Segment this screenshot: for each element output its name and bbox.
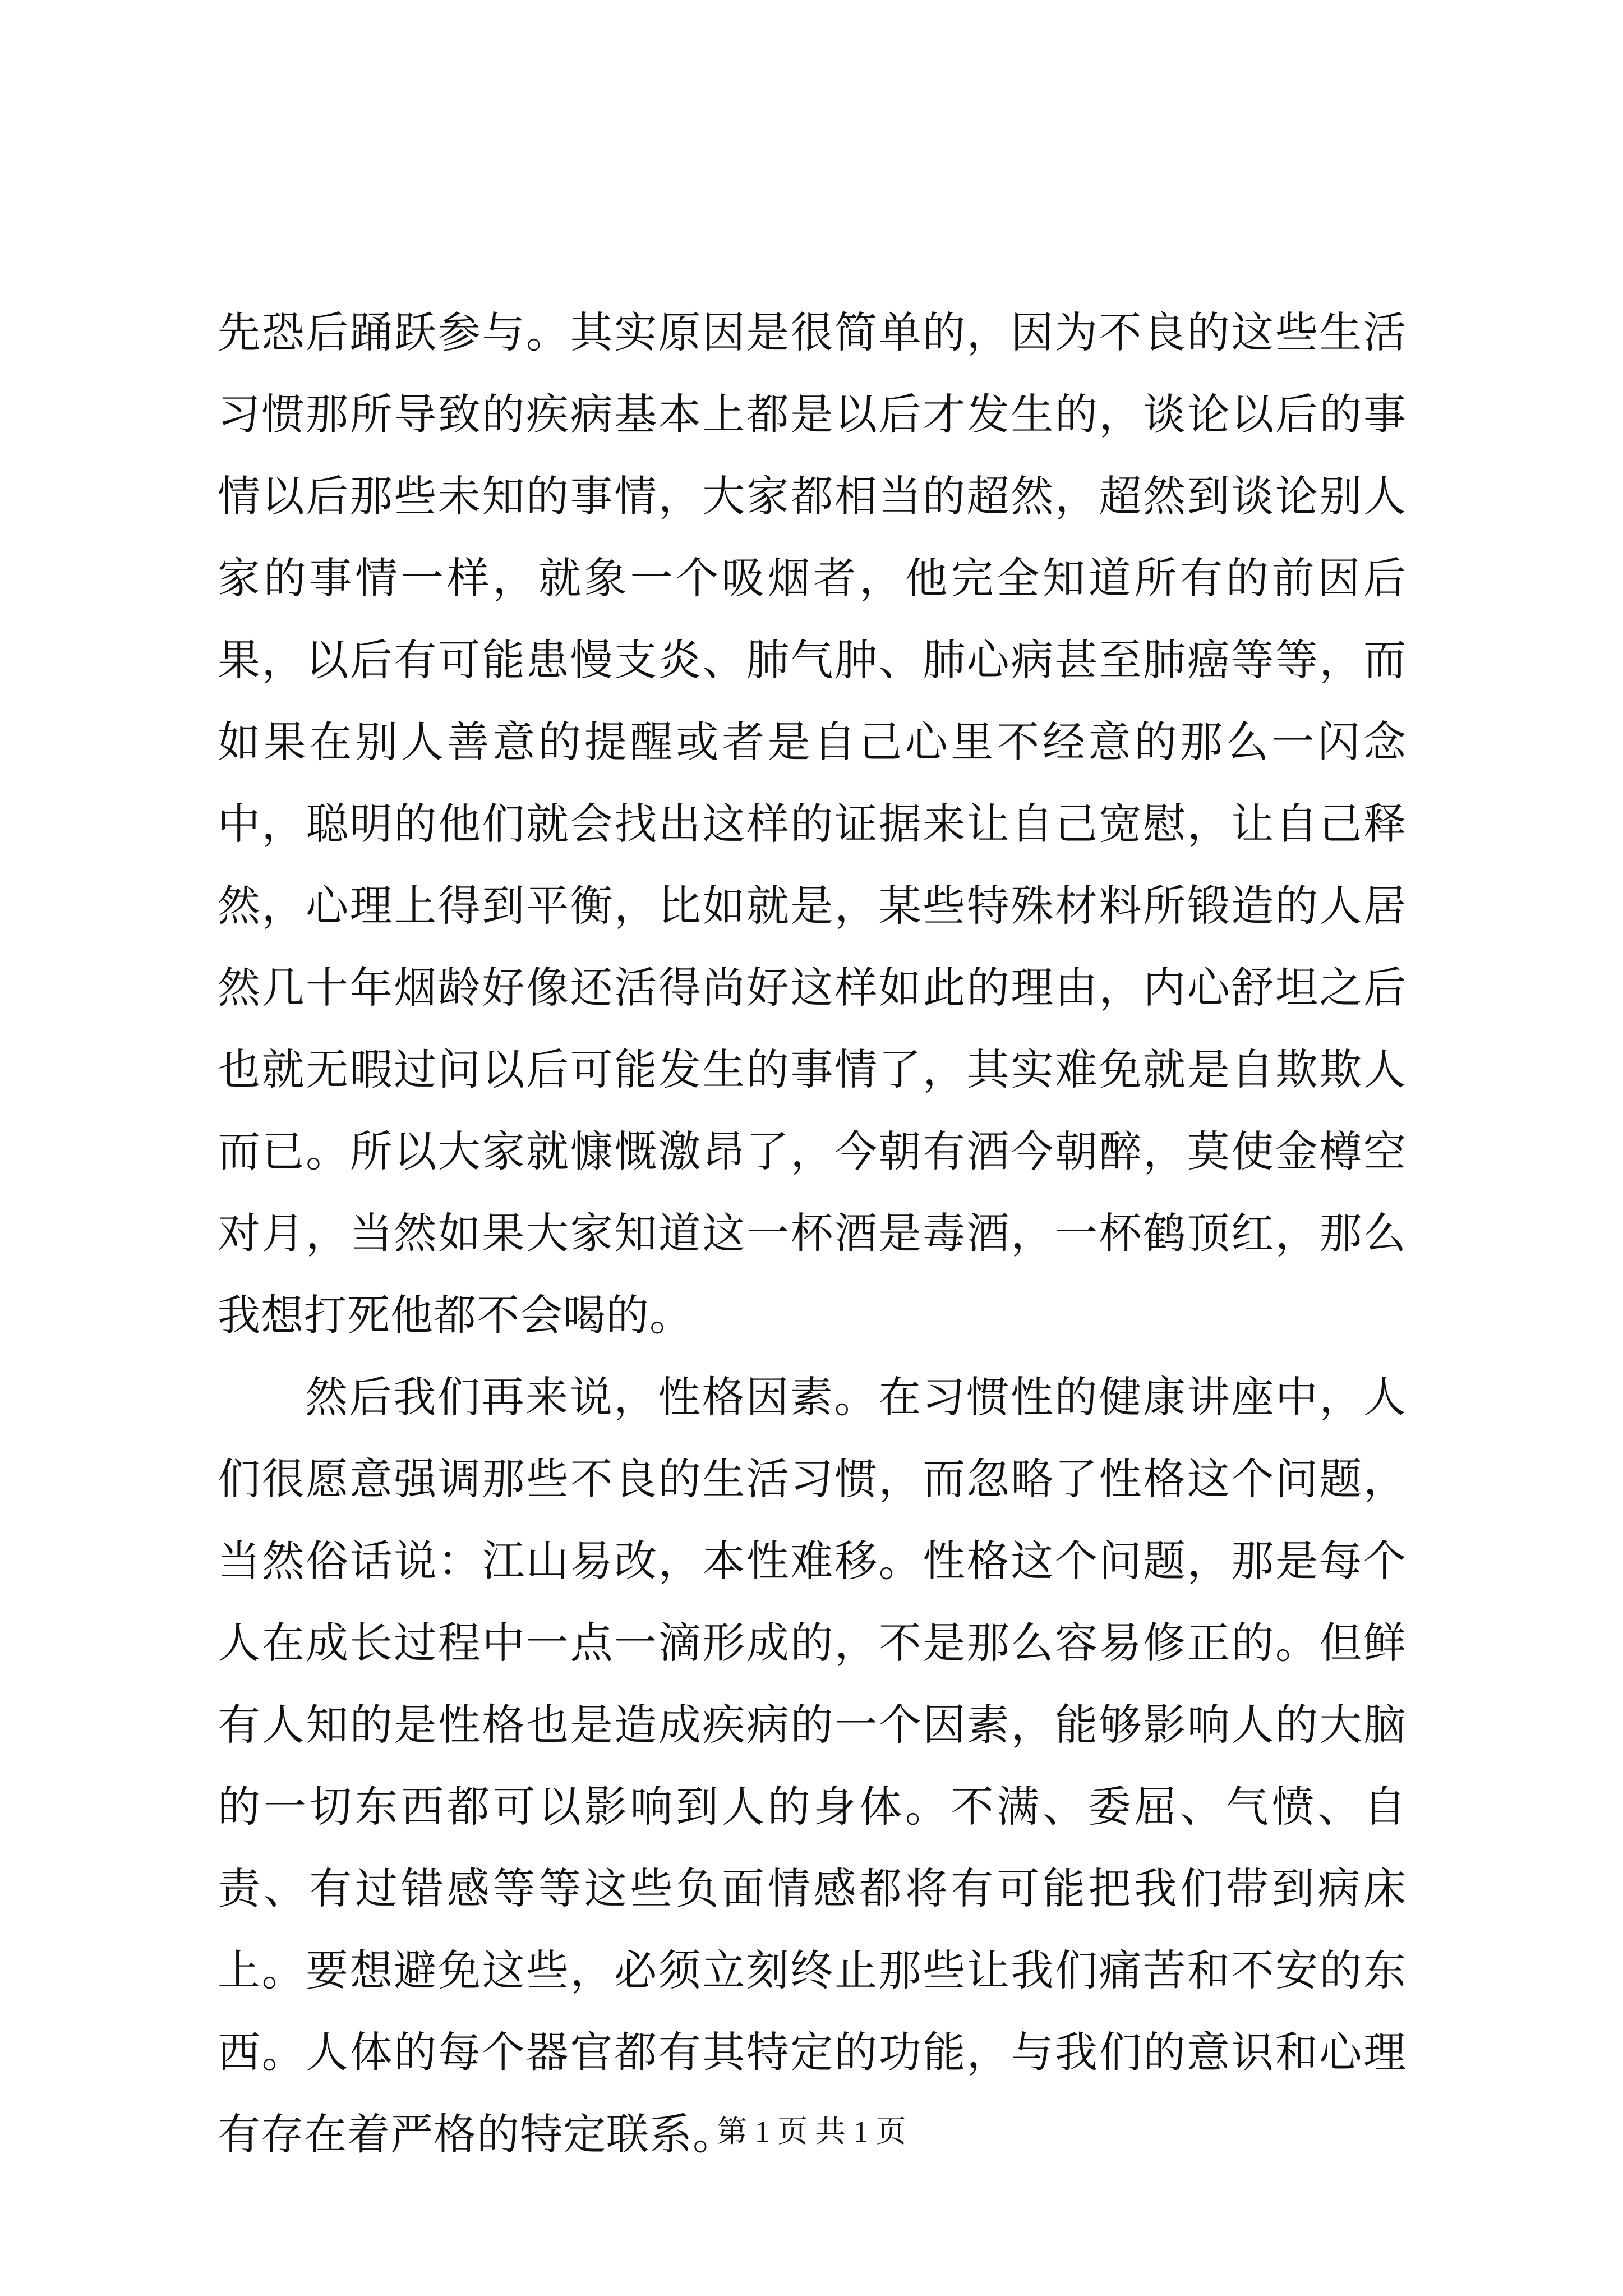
body-paragraph-1: 先恐后踊跃参与。其实原因是很简单的，因为不良的这些生活习惯那所导致的疾病基本上都是以后才发生的，谈论以后的事情以后那些未知的事情，大家都相当的超然，超然到谈论别人家的事情一样，就象一个吸烟者，他完全知道所有的前因后果，以后有可能患慢支炎、肺气肿、肺心病甚至肺癌等等，而如果在别人善意的提醒或者是自己心里不经意的那么一闪念中，聪明的他们就会找出这样的证据来让自己宽慰，让自己释然，心理上得到平衡，比如就是，某些特殊材料所锻造的人居然几十年烟龄好像还活得尚好这样如此的理由，内心舒坦之后也就无暇过问以后可能发生的事情了，其实难免就是自欺欺人而已。所以大家就慷慨激昂了，今朝有酒今朝醉，莫使金樽空对月，当然如果大家知道这一杯酒是毒酒，一杯鹤顶红，那么我想打死他都不会喝的。 bbox=[218, 307, 1407, 1340]
page-number-footer: 第 1 页 共 1 页 bbox=[717, 2115, 906, 2148]
body-paragraph-2: 然后我们再来说，性格因素。在习惯性的健康讲座中，人们很愿意强调那些不良的生活习惯，而忽略了性格这个问题，当然俗话说：江山易改，本性难移。性格这个问题，那是每个人在成长过程中一点一滴形成的，不是那么容易修正的。但鲜有人知的是性格也是造成疾病的一个因素，能够影响人的大脑的一切东西都可以影响到人的身体。不满、委屈、气愤、自责、有过错感等等这些负面情感都将有可能把我们带到病床上。要想避免这些，必须立刻终止那些让我们痛苦和不安的东西。人体的每个器官都有其特定的功能，与我们的意识和心理有存在着严格的特定联系。 bbox=[218, 1372, 1407, 2159]
document-body bbox=[218, 292, 1407, 2175]
